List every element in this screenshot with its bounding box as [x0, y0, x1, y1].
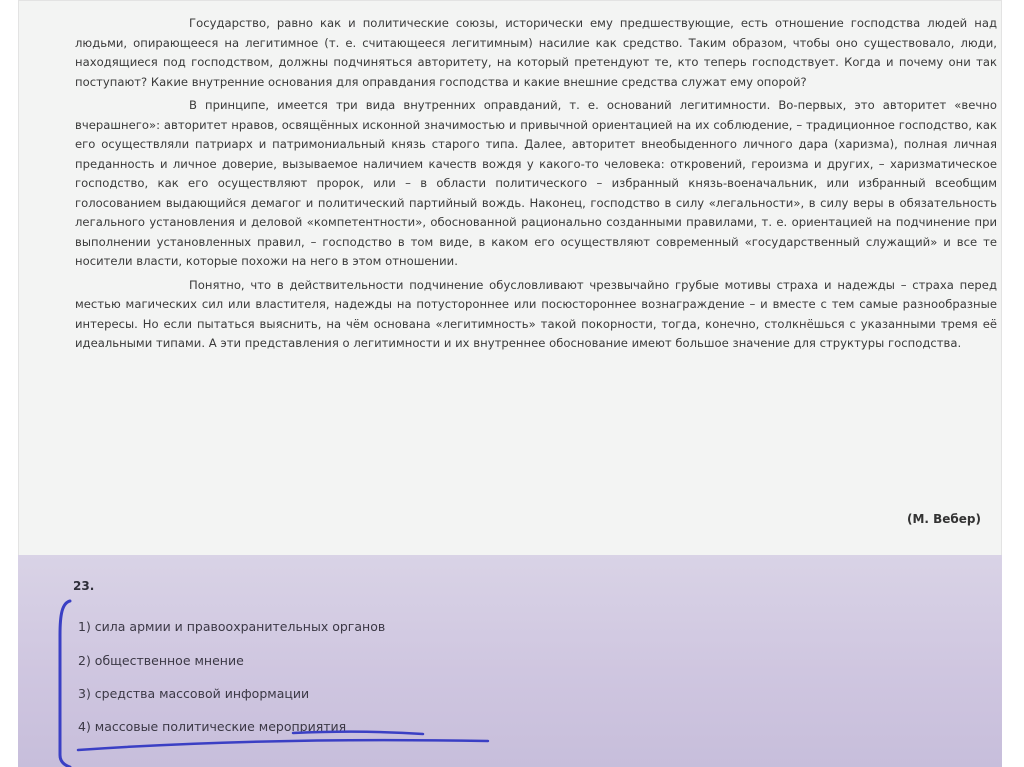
passage-text [75, 14, 997, 358]
passage-paragraph-2: В принципе, имеется три вида внутренних оправданий, т. е. оснований легитимности. Во-первых, это авторитет «вечно вчерашнего»: авторитет нравов, освящённых исконной значимостью и привычной ориентацией на их соблюдение, – традиционное господство, как его осуществляли патриарх и патримониальный князь старого типа. Далее, авторитет внеобыденного личного дара (харизма), полная личная преданность и личное доверие, вызываемое наличием качеств вождя у какого-то человека: откровений, героизма и других, – харизматическое господство, как его осуществляют пророк, или – в области политического – избранный князь-военачальник, или избранный всеобщим голосованием выдающийся демагог и политический партийный вождь. Наконец, господство в силу «легальности», в силу веры в обязательность легального установления и деловой «компетентности», обоснованной рационально созданными правилами, т. е. ориентацией на подчинение при выполнении установленных правил, – господство в том виде, в каком его осуществляют современный «государственный служащий» и все те носители власти, которые похожи на него в этом отношении. [75, 98, 997, 268]
answer-option-4[interactable]: 4) массовые политические мероприятия [78, 719, 347, 734]
answer-option-1[interactable]: 1) сила армии и правоохранительных органов [78, 619, 386, 634]
author-attribution: (М. Вебер) [906, 512, 981, 526]
document-page [18, 0, 1002, 767]
underline-mark [78, 740, 488, 750]
bracket-mark [60, 601, 70, 767]
answer-options-panel [18, 555, 1002, 767]
passage-paragraph-3: Понятно, что в действительности подчинение обусловливают чрезвычайно грубые мотивы страха и надежды – страха перед местью магических сил или властителя, надежды на потустороннее или посюстороннее вознаграждение – и вместе с тем самые разнообразные интересы. Но если пытаться выяснить, на чём основана «легитимность» такой покорности, тогда, конечно, столкнёшься с указанными тремя её идеальными типами. А эти представления о легитимности и их внутреннее обоснование имеют большое значение для структуры господства. [75, 277, 997, 350]
answer-option-3[interactable]: 3) средства массовой информации [78, 686, 310, 701]
passage-paragraph-1: Государство, равно как и политические союзы, исторически ему предшествующие, есть отношение господства людей над людьми, опирающееся на легитимное (т. е. считающееся легитимным) насилие как средство. Таким образом, чтобы оно существовало, люди, находящиеся под господством, должны подчиняться авторитету, на который претендуют те, кто теперь господствует. Когда и почему они так поступают? Какие внутренние основания для оправдания господства и какие внешние средства служат ему опорой? [75, 16, 997, 89]
question-number: 23. [73, 579, 95, 593]
answer-option-2[interactable]: 2) общественное мнение [78, 653, 244, 668]
